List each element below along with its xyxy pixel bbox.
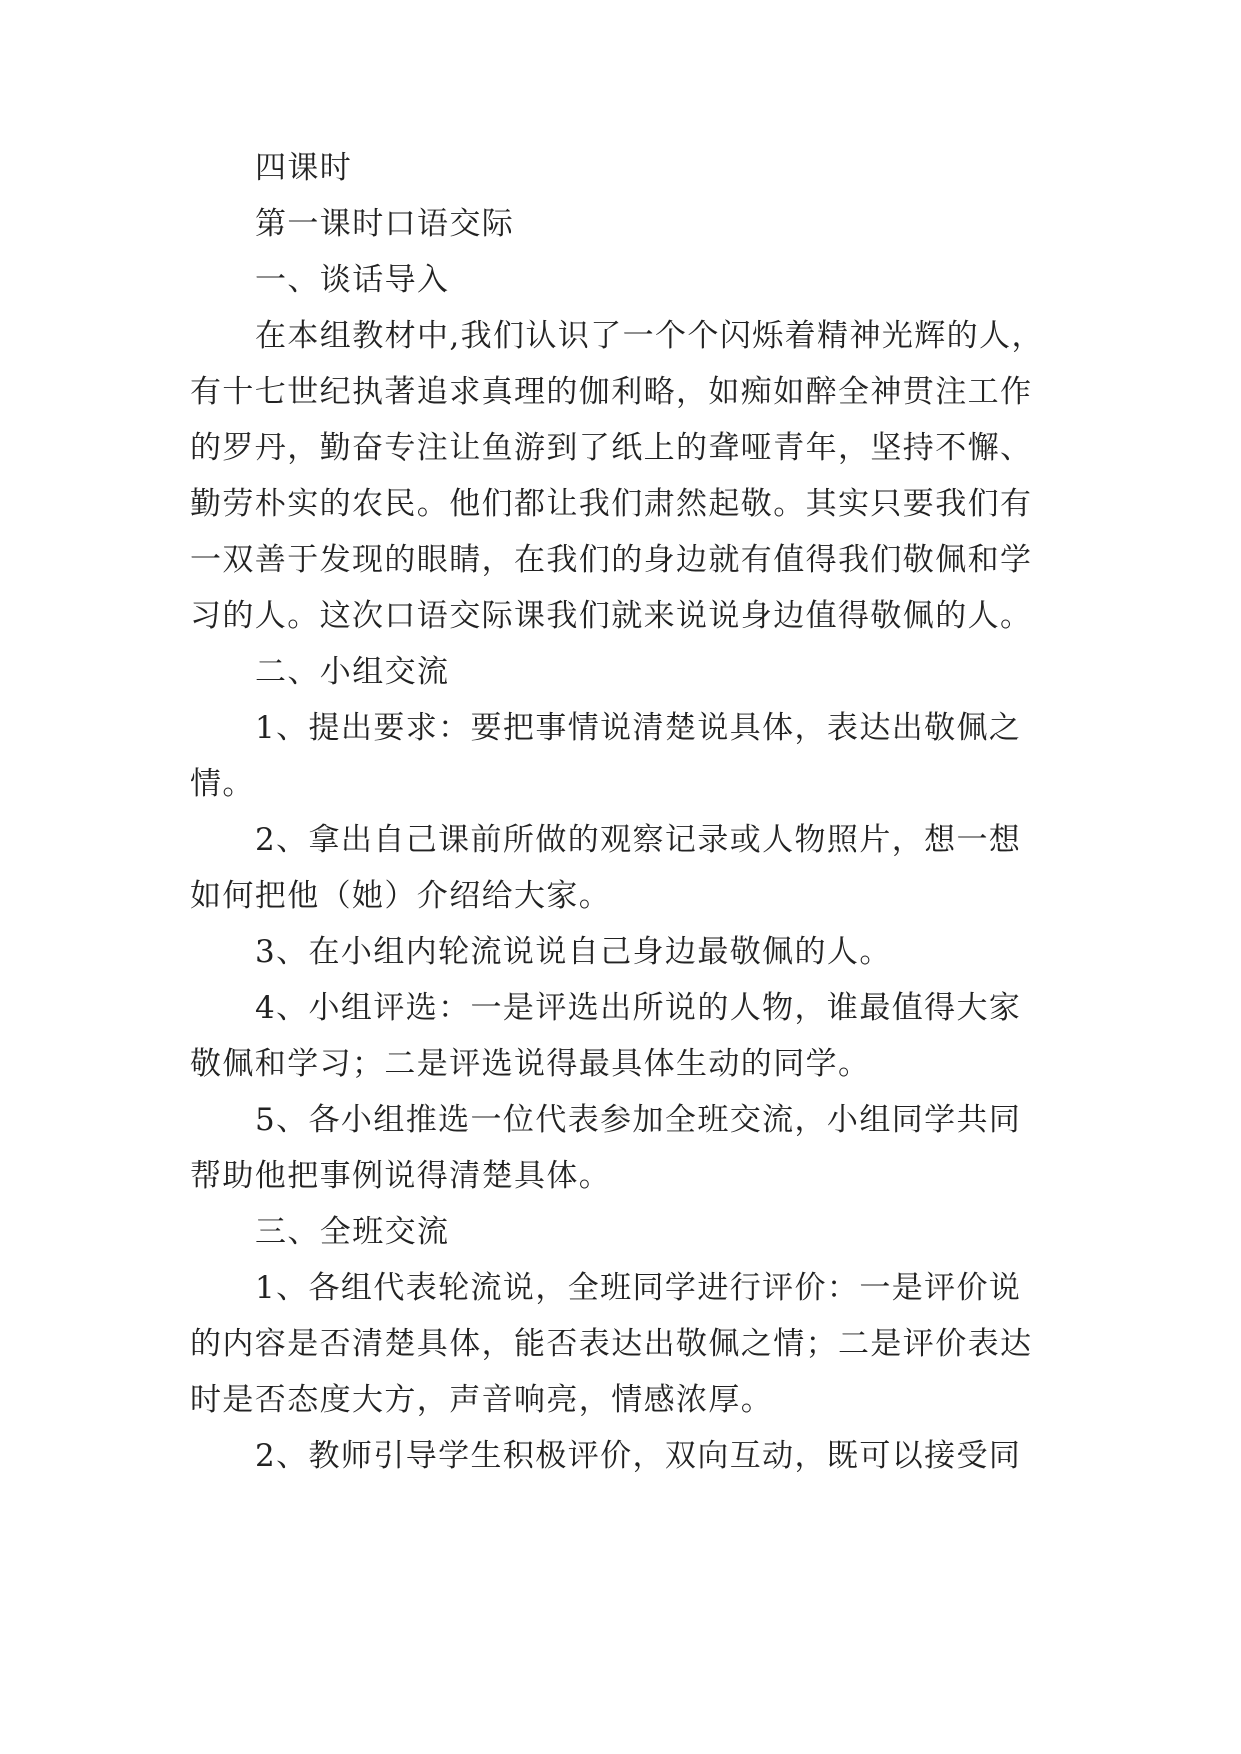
text-line: 敬佩和学习；二是评选说得最具体生动的同学。 bbox=[190, 1046, 871, 1082]
text-line: 时是否态度大方，声音响亮，情感浓厚。 bbox=[190, 1382, 774, 1418]
section-heading-1: 一、谈话导入 bbox=[255, 262, 450, 298]
text-line: 5、各小组推选一位代表参加全班交流，小组同学共同 bbox=[255, 1102, 1022, 1138]
section-heading-3: 三、全班交流 bbox=[255, 1214, 450, 1250]
text-line: 勤劳朴实的农民。他们都让我们肃然起敬。其实只要我们有 bbox=[190, 486, 1033, 522]
text-line: 有十七世纪执著追求真理的伽利略，如痴如醉全神贯注工作 bbox=[190, 374, 1033, 410]
text-line: 在本组教材中,我们认识了一个个闪烁着精神光辉的人， bbox=[255, 318, 1044, 354]
text-line: 3、在小组内轮流说说自己身边最敬佩的人。 bbox=[255, 934, 892, 970]
text-line: 如何把他（她）介绍给大家。 bbox=[190, 878, 612, 914]
text-line: 的内容是否清楚具体，能否表达出敬佩之情；二是评价表达 bbox=[190, 1326, 1033, 1362]
text-line: 情。 bbox=[190, 766, 255, 802]
text-line: 1、各组代表轮流说，全班同学进行评价：一是评价说 bbox=[255, 1270, 1022, 1306]
text-line: 1、提出要求：要把事情说清楚说具体，表达出敬佩之 bbox=[255, 710, 1022, 746]
text-line-lesson-count: 四课时 bbox=[255, 150, 353, 186]
text-line: 习的人。这次口语交际课我们就来说说身边值得敬佩的人。 bbox=[190, 598, 1033, 634]
text-line: 一双善于发现的眼睛，在我们的身边就有值得我们敬佩和学 bbox=[190, 542, 1033, 578]
section-heading-2: 二、小组交流 bbox=[255, 654, 450, 690]
text-line: 2、教师引导学生积极评价，双向互动，既可以接受同 bbox=[255, 1438, 1022, 1474]
text-line: 帮助他把事例说得清楚具体。 bbox=[190, 1158, 612, 1194]
text-line-first-lesson-title: 第一课时口语交际 bbox=[255, 206, 515, 242]
text-line: 2、拿出自己课前所做的观察记录或人物照片，想一想 bbox=[255, 822, 1022, 858]
text-line: 4、小组评选：一是评选出所说的人物，谁最值得大家 bbox=[255, 990, 1022, 1026]
text-line: 的罗丹，勤奋专注让鱼游到了纸上的聋哑青年，坚持不懈、 bbox=[190, 430, 1033, 466]
